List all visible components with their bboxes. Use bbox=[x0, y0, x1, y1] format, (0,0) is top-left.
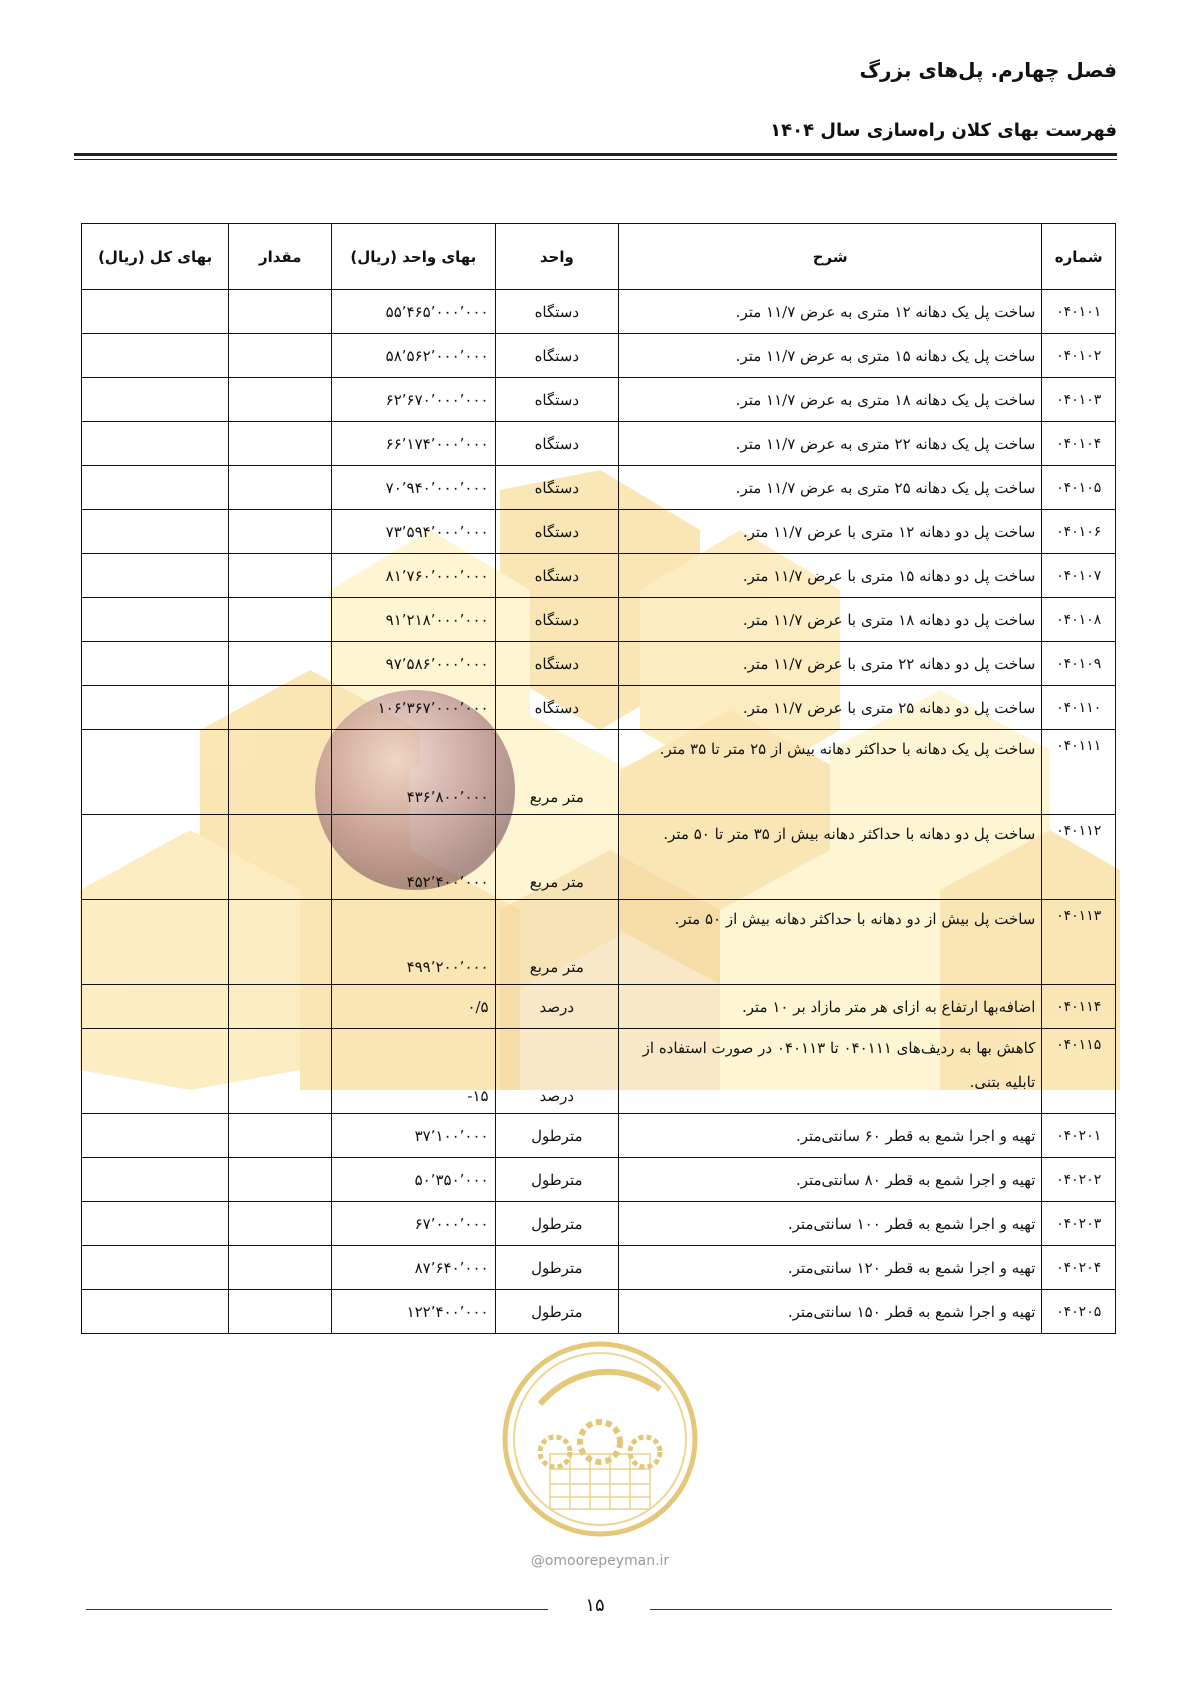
page-number: ۱۵ bbox=[585, 1595, 605, 1616]
cell-desc: تهیه و اجرا شمع به قطر ۸۰ سانتی‌متر. bbox=[619, 1158, 1042, 1202]
cell-code: ۰۴۰۱۰۱ bbox=[1042, 290, 1116, 334]
cell-unit-price: ۱۲۲٬۴۰۰٬۰۰۰ bbox=[332, 1290, 495, 1334]
cell-code: ۰۴۰۲۰۱ bbox=[1042, 1114, 1116, 1158]
cell-qty bbox=[229, 422, 332, 466]
omoorepeyman-logo bbox=[495, 1334, 705, 1554]
cell-desc: ساخت پل دو دهانه ۲۵ متری با عرض ۱۱/۷ متر. bbox=[619, 686, 1042, 730]
cell-code: ۰۴۰۱۱۳ bbox=[1042, 900, 1116, 985]
cell-unit-price: ۹۷٬۵۸۶٬۰۰۰٬۰۰۰ bbox=[332, 642, 495, 686]
cell-total bbox=[82, 1202, 229, 1246]
cell-unit-price: ۴۳۶٬۸۰۰٬۰۰۰ bbox=[332, 730, 495, 815]
cell-total bbox=[82, 554, 229, 598]
cell-code: ۰۴۰۱۱۵ bbox=[1042, 1029, 1116, 1114]
cell-code: ۰۴۰۱۰۴ bbox=[1042, 422, 1116, 466]
cell-total bbox=[82, 642, 229, 686]
table-row bbox=[82, 686, 1116, 730]
cell-qty bbox=[229, 985, 332, 1029]
cell-desc: ساخت پل یک دهانه ۲۵ متری به عرض ۱۱/۷ متر. bbox=[619, 466, 1042, 510]
table-row bbox=[82, 1202, 1116, 1246]
cell-unit-price: ۶۷٬۰۰۰٬۰۰۰ bbox=[332, 1202, 495, 1246]
cell-unit-price: ۷۳٬۵۹۴٬۰۰۰٬۰۰۰ bbox=[332, 510, 495, 554]
table-row bbox=[82, 290, 1116, 334]
cell-desc: کاهش بها به ردیف‌های ۰۴۰۱۱۱ تا ۰۴۰۱۱۳ در صورت استفاده از تابلیه بتنی. bbox=[619, 1029, 1042, 1114]
cell-desc: ساخت پل دو دهانه ۱۸ متری با عرض ۱۱/۷ متر. bbox=[619, 598, 1042, 642]
cell-unit-price: -۱۵ bbox=[332, 1029, 495, 1114]
cell-total bbox=[82, 290, 229, 334]
cell-qty bbox=[229, 900, 332, 985]
cell-code: ۰۴۰۲۰۴ bbox=[1042, 1246, 1116, 1290]
cell-total bbox=[82, 985, 229, 1029]
cell-desc: ساخت پل بیش از دو دهانه با حداکثر دهانه بیش از ۵۰ متر. bbox=[619, 900, 1042, 985]
table-row bbox=[82, 378, 1116, 422]
cell-desc: تهیه و اجرا شمع به قطر ۱۵۰ سانتی‌متر. bbox=[619, 1290, 1042, 1334]
cell-total bbox=[82, 466, 229, 510]
cell-unit: دستگاه bbox=[495, 554, 618, 598]
cell-code: ۰۴۰۱۰۵ bbox=[1042, 466, 1116, 510]
cell-qty bbox=[229, 730, 332, 815]
cell-qty bbox=[229, 642, 332, 686]
cell-code: ۰۴۰۲۰۲ bbox=[1042, 1158, 1116, 1202]
cell-unit-price: ۴۹۹٬۲۰۰٬۰۰۰ bbox=[332, 900, 495, 985]
cell-total bbox=[82, 510, 229, 554]
cell-unit-price: ۵۰٬۳۵۰٬۰۰۰ bbox=[332, 1158, 495, 1202]
cell-unit: دستگاه bbox=[495, 290, 618, 334]
col-header-code: شماره bbox=[1042, 224, 1116, 290]
table-header-row bbox=[82, 224, 1116, 290]
cell-unit-price: ۹۱٬۲۱۸٬۰۰۰٬۰۰۰ bbox=[332, 598, 495, 642]
cell-desc: ساخت پل یک دهانه ۱۸ متری به عرض ۱۱/۷ متر. bbox=[619, 378, 1042, 422]
table-row bbox=[82, 1158, 1116, 1202]
cell-total bbox=[82, 422, 229, 466]
cell-total bbox=[82, 1114, 229, 1158]
cell-unit-price: ۸۷٬۶۴۰٬۰۰۰ bbox=[332, 1246, 495, 1290]
cell-unit: مترطول bbox=[495, 1114, 618, 1158]
cell-total bbox=[82, 1158, 229, 1202]
cell-unit: متر مربع bbox=[495, 815, 618, 900]
header-rule bbox=[74, 153, 1117, 156]
chapter-title: فصل چهارم. پل‌های بزرگ bbox=[859, 58, 1117, 82]
cell-qty bbox=[229, 1202, 332, 1246]
cell-qty bbox=[229, 1158, 332, 1202]
cell-qty bbox=[229, 510, 332, 554]
cell-unit: دستگاه bbox=[495, 334, 618, 378]
cell-qty bbox=[229, 1246, 332, 1290]
cell-unit: مترطول bbox=[495, 1246, 618, 1290]
cell-unit: دستگاه bbox=[495, 642, 618, 686]
cell-total bbox=[82, 686, 229, 730]
cell-qty bbox=[229, 686, 332, 730]
cell-desc: ساخت پل دو دهانه ۱۵ متری با عرض ۱۱/۷ متر. bbox=[619, 554, 1042, 598]
cell-desc: تهیه و اجرا شمع به قطر ۱۲۰ سانتی‌متر. bbox=[619, 1246, 1042, 1290]
cell-desc: ساخت پل یک دهانه با حداکثر دهانه بیش از ۲۵ متر تا ۳۵ متر. bbox=[619, 730, 1042, 815]
cell-unit: دستگاه bbox=[495, 466, 618, 510]
cell-code: ۰۴۰۱۱۰ bbox=[1042, 686, 1116, 730]
col-header-desc: شرح bbox=[619, 224, 1042, 290]
cell-qty bbox=[229, 598, 332, 642]
table-row bbox=[82, 334, 1116, 378]
cell-unit: متر مربع bbox=[495, 900, 618, 985]
cell-unit: دستگاه bbox=[495, 510, 618, 554]
cell-desc: ساخت پل دو دهانه ۱۲ متری با عرض ۱۱/۷ متر. bbox=[619, 510, 1042, 554]
cell-unit-price: ۰/۵ bbox=[332, 985, 495, 1029]
cell-unit: دستگاه bbox=[495, 378, 618, 422]
table-row bbox=[82, 1290, 1116, 1334]
cell-unit: مترطول bbox=[495, 1202, 618, 1246]
cell-code: ۰۴۰۱۰۲ bbox=[1042, 334, 1116, 378]
cell-desc: ساخت پل یک دهانه ۱۵ متری به عرض ۱۱/۷ متر. bbox=[619, 334, 1042, 378]
table-row bbox=[82, 1114, 1116, 1158]
cell-qty bbox=[229, 290, 332, 334]
table-row bbox=[82, 1246, 1116, 1290]
header-rule-thin bbox=[74, 159, 1117, 160]
table-row bbox=[82, 1029, 1116, 1114]
cell-unit: متر مربع bbox=[495, 730, 618, 815]
cell-total bbox=[82, 334, 229, 378]
cell-unit-price: ۷۰٬۹۴۰٬۰۰۰٬۰۰۰ bbox=[332, 466, 495, 510]
cell-code: ۰۴۰۱۰۳ bbox=[1042, 378, 1116, 422]
table-row bbox=[82, 730, 1116, 815]
col-header-unit: واحد bbox=[495, 224, 618, 290]
cell-unit-price: ۱۰۶٬۳۶۷٬۰۰۰٬۰۰۰ bbox=[332, 686, 495, 730]
cell-code: ۰۴۰۱۰۷ bbox=[1042, 554, 1116, 598]
col-header-qty: مقدار bbox=[229, 224, 332, 290]
cell-code: ۰۴۰۱۱۱ bbox=[1042, 730, 1116, 815]
table-row bbox=[82, 422, 1116, 466]
cell-unit: درصد bbox=[495, 985, 618, 1029]
cell-qty bbox=[229, 334, 332, 378]
cell-unit-price: ۸۱٬۷۶۰٬۰۰۰٬۰۰۰ bbox=[332, 554, 495, 598]
cell-unit: دستگاه bbox=[495, 598, 618, 642]
table-row bbox=[82, 510, 1116, 554]
cell-total bbox=[82, 378, 229, 422]
cell-unit: دستگاه bbox=[495, 422, 618, 466]
cell-qty bbox=[229, 554, 332, 598]
cell-total bbox=[82, 900, 229, 985]
cell-code: ۰۴۰۲۰۵ bbox=[1042, 1290, 1116, 1334]
cell-unit-price: ۴۵۲٬۴۰۰٬۰۰۰ bbox=[332, 815, 495, 900]
cell-desc: تهیه و اجرا شمع به قطر ۶۰ سانتی‌متر. bbox=[619, 1114, 1042, 1158]
cell-unit: درصد bbox=[495, 1029, 618, 1114]
cell-qty bbox=[229, 378, 332, 422]
footer-rule-left bbox=[86, 1609, 548, 1610]
price-table bbox=[81, 223, 1116, 1334]
cell-qty bbox=[229, 1114, 332, 1158]
cell-unit-price: ۵۵٬۴۶۵٬۰۰۰٬۰۰۰ bbox=[332, 290, 495, 334]
cell-total bbox=[82, 1246, 229, 1290]
cell-desc: ساخت پل یک دهانه ۱۲ متری به عرض ۱۱/۷ متر. bbox=[619, 290, 1042, 334]
cell-code: ۰۴۰۱۱۴ bbox=[1042, 985, 1116, 1029]
footer-rule-right bbox=[650, 1609, 1112, 1610]
cell-qty bbox=[229, 815, 332, 900]
cell-desc: اضافه‌بها ارتفاع به ازای هر متر مازاد بر ۱۰ متر. bbox=[619, 985, 1042, 1029]
cell-desc: تهیه و اجرا شمع به قطر ۱۰۰ سانتی‌متر. bbox=[619, 1202, 1042, 1246]
col-header-unit-price: بهای واحد (ریال) bbox=[332, 224, 495, 290]
cell-code: ۰۴۰۱۰۶ bbox=[1042, 510, 1116, 554]
cell-unit: دستگاه bbox=[495, 686, 618, 730]
cell-code: ۰۴۰۱۰۹ bbox=[1042, 642, 1116, 686]
cell-unit: مترطول bbox=[495, 1158, 618, 1202]
col-header-total: بهای کل (ریال) bbox=[82, 224, 229, 290]
cell-desc: ساخت پل دو دهانه ۲۲ متری با عرض ۱۱/۷ متر. bbox=[619, 642, 1042, 686]
table-row bbox=[82, 985, 1116, 1029]
cell-code: ۰۴۰۱۱۲ bbox=[1042, 815, 1116, 900]
table-row bbox=[82, 642, 1116, 686]
cell-total bbox=[82, 1290, 229, 1334]
cell-unit-price: ۳۷٬۱۰۰٬۰۰۰ bbox=[332, 1114, 495, 1158]
table-row bbox=[82, 815, 1116, 900]
table-row bbox=[82, 598, 1116, 642]
cell-code: ۰۴۰۱۰۸ bbox=[1042, 598, 1116, 642]
cell-qty bbox=[229, 1029, 332, 1114]
table-row bbox=[82, 466, 1116, 510]
cell-total bbox=[82, 815, 229, 900]
document-title: فهرست بهای کلان راه‌سازی سال ۱۴۰۴ bbox=[770, 120, 1117, 141]
cell-unit-price: ۵۸٬۵۶۲٬۰۰۰٬۰۰۰ bbox=[332, 334, 495, 378]
cell-unit-price: ۶۶٬۱۷۴٬۰۰۰٬۰۰۰ bbox=[332, 422, 495, 466]
cell-total bbox=[82, 730, 229, 815]
cell-unit: مترطول bbox=[495, 1290, 618, 1334]
cell-unit-price: ۶۲٬۶۷۰٬۰۰۰٬۰۰۰ bbox=[332, 378, 495, 422]
cell-total bbox=[82, 598, 229, 642]
logo-url-text: @omoorepeyman.ir bbox=[530, 1553, 670, 1569]
cell-code: ۰۴۰۲۰۳ bbox=[1042, 1202, 1116, 1246]
cell-total bbox=[82, 1029, 229, 1114]
table-row bbox=[82, 554, 1116, 598]
cell-desc: ساخت پل یک دهانه ۲۲ متری به عرض ۱۱/۷ متر. bbox=[619, 422, 1042, 466]
cell-qty bbox=[229, 1290, 332, 1334]
cell-qty bbox=[229, 466, 332, 510]
cell-desc: ساخت پل دو دهانه با حداکثر دهانه بیش از ۳۵ متر تا ۵۰ متر. bbox=[619, 815, 1042, 900]
table-row bbox=[82, 900, 1116, 985]
